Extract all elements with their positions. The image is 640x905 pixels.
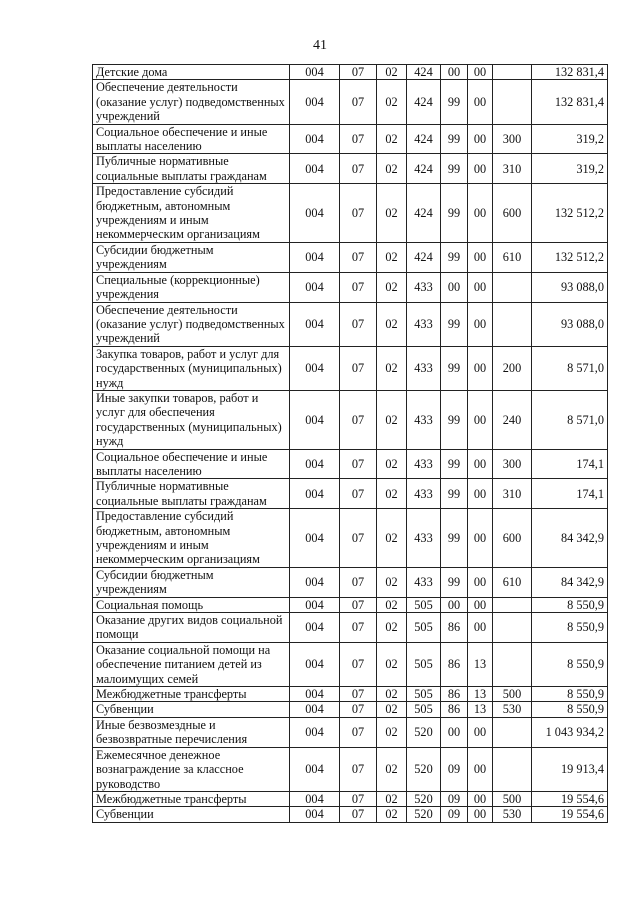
code-direction: 00 [468, 124, 493, 154]
code-subsection: 02 [377, 346, 407, 390]
code-subprogram: 86 [441, 702, 468, 717]
code-ministry: 004 [290, 154, 340, 184]
table-row [93, 702, 608, 717]
code-expense-type [493, 613, 532, 643]
row-amount: 19 913,4 [532, 747, 608, 791]
code-direction: 00 [468, 80, 493, 124]
row-amount: 8 550,9 [532, 702, 608, 717]
table-row [93, 747, 608, 791]
row-amount: 132 831,4 [532, 80, 608, 124]
row-name: Иные безвозмездные и безвозвратные перечисления [93, 717, 290, 747]
code-ministry: 004 [290, 747, 340, 791]
row-amount: 8 550,9 [532, 613, 608, 643]
code-ministry: 004 [290, 791, 340, 806]
code-section: 07 [340, 184, 377, 243]
code-program: 505 [407, 702, 441, 717]
row-name: Обеспечение деятельности (оказание услуг) подведомственных учреждений [93, 80, 290, 124]
code-expense-type: 530 [493, 807, 532, 822]
code-subprogram: 86 [441, 642, 468, 686]
code-subprogram: 00 [441, 272, 468, 302]
row-name: Межбюджетные трансферты [93, 791, 290, 806]
code-direction: 00 [468, 390, 493, 449]
code-ministry: 004 [290, 184, 340, 243]
code-program: 520 [407, 791, 441, 806]
row-amount: 319,2 [532, 124, 608, 154]
code-section: 07 [340, 80, 377, 124]
table-row [93, 184, 608, 243]
code-expense-type: 310 [493, 479, 532, 509]
table-row [93, 449, 608, 479]
code-direction: 00 [468, 449, 493, 479]
code-section: 07 [340, 272, 377, 302]
code-program: 424 [407, 124, 441, 154]
code-subsection: 02 [377, 747, 407, 791]
code-subsection: 02 [377, 509, 407, 568]
code-direction: 00 [468, 272, 493, 302]
code-subprogram: 86 [441, 613, 468, 643]
page-number: 41 [313, 38, 327, 53]
code-direction: 00 [468, 242, 493, 272]
code-direction: 00 [468, 597, 493, 612]
code-ministry: 004 [290, 449, 340, 479]
code-expense-type [493, 80, 532, 124]
code-section: 07 [340, 302, 377, 346]
code-direction: 00 [468, 184, 493, 243]
code-direction: 00 [468, 479, 493, 509]
code-section: 07 [340, 346, 377, 390]
row-name: Закупка товаров, работ и услуг для государственных (муниципальных) нужд [93, 346, 290, 390]
code-subsection: 02 [377, 272, 407, 302]
code-section: 07 [340, 687, 377, 702]
code-expense-type: 530 [493, 702, 532, 717]
code-ministry: 004 [290, 642, 340, 686]
table-row [93, 80, 608, 124]
code-expense-type: 600 [493, 509, 532, 568]
table-row [93, 65, 608, 80]
code-direction: 13 [468, 642, 493, 686]
table-row [93, 807, 608, 822]
row-amount: 84 342,9 [532, 509, 608, 568]
row-amount: 19 554,6 [532, 791, 608, 806]
code-subprogram: 99 [441, 184, 468, 243]
code-expense-type: 500 [493, 791, 532, 806]
row-name: Межбюджетные трансферты [93, 687, 290, 702]
code-ministry: 004 [290, 687, 340, 702]
code-ministry: 004 [290, 65, 340, 80]
code-program: 424 [407, 154, 441, 184]
row-name: Оказание других видов социальной помощи [93, 613, 290, 643]
table-row [93, 242, 608, 272]
code-expense-type: 300 [493, 124, 532, 154]
row-name: Оказание социальной помощи на обеспечение питанием детей из малоимущих семей [93, 642, 290, 686]
code-subprogram: 00 [441, 597, 468, 612]
code-subsection: 02 [377, 65, 407, 80]
code-program: 505 [407, 687, 441, 702]
code-ministry: 004 [290, 717, 340, 747]
row-name: Иные закупки товаров, работ и услуг для обеспечения государственных (муниципальных) нужд [93, 390, 290, 449]
code-subsection: 02 [377, 613, 407, 643]
code-section: 07 [340, 702, 377, 717]
code-expense-type [493, 272, 532, 302]
table-row [93, 597, 608, 612]
code-section: 07 [340, 449, 377, 479]
row-name: Субсидии бюджетным учреждениям [93, 567, 290, 597]
code-subsection: 02 [377, 702, 407, 717]
row-amount: 8 571,0 [532, 346, 608, 390]
code-subprogram: 99 [441, 449, 468, 479]
table-row [93, 509, 608, 568]
code-section: 07 [340, 597, 377, 612]
code-program: 433 [407, 479, 441, 509]
code-expense-type [493, 747, 532, 791]
code-expense-type [493, 597, 532, 612]
code-subsection: 02 [377, 479, 407, 509]
code-program: 520 [407, 747, 441, 791]
row-name: Предоставление субсидий бюджетным, автономным учреждениям и иным некоммерческим организациям [93, 509, 290, 568]
code-ministry: 004 [290, 509, 340, 568]
code-section: 07 [340, 509, 377, 568]
row-name: Публичные нормативные социальные выплаты гражданам [93, 154, 290, 184]
code-expense-type: 200 [493, 346, 532, 390]
code-subsection: 02 [377, 124, 407, 154]
code-direction: 00 [468, 807, 493, 822]
budget-table [92, 64, 608, 823]
code-ministry: 004 [290, 272, 340, 302]
code-section: 07 [340, 242, 377, 272]
code-subsection: 02 [377, 184, 407, 243]
table-row [93, 272, 608, 302]
row-amount: 8 550,9 [532, 597, 608, 612]
code-ministry: 004 [290, 613, 340, 643]
code-program: 424 [407, 184, 441, 243]
code-program: 520 [407, 717, 441, 747]
row-name: Ежемесячное денежное вознаграждение за классное руководство [93, 747, 290, 791]
row-name: Обеспечение деятельности (оказание услуг) подведомственных учреждений [93, 302, 290, 346]
table-row [93, 613, 608, 643]
code-program: 424 [407, 80, 441, 124]
code-subprogram: 99 [441, 154, 468, 184]
code-ministry: 004 [290, 597, 340, 612]
code-subsection: 02 [377, 597, 407, 612]
code-subprogram: 09 [441, 791, 468, 806]
code-expense-type: 500 [493, 687, 532, 702]
code-subprogram: 09 [441, 807, 468, 822]
code-subsection: 02 [377, 687, 407, 702]
code-section: 07 [340, 717, 377, 747]
code-subprogram: 99 [441, 509, 468, 568]
code-subprogram: 00 [441, 717, 468, 747]
code-ministry: 004 [290, 390, 340, 449]
row-amount: 8 550,9 [532, 687, 608, 702]
code-direction: 00 [468, 791, 493, 806]
code-program: 424 [407, 242, 441, 272]
code-direction: 00 [468, 509, 493, 568]
code-direction: 00 [468, 346, 493, 390]
code-ministry: 004 [290, 80, 340, 124]
table-row [93, 302, 608, 346]
row-amount: 174,1 [532, 449, 608, 479]
code-expense-type [493, 65, 532, 80]
code-program: 424 [407, 65, 441, 80]
code-ministry: 004 [290, 242, 340, 272]
code-expense-type: 300 [493, 449, 532, 479]
code-section: 07 [340, 567, 377, 597]
row-name: Субсидии бюджетным учреждениям [93, 242, 290, 272]
row-amount: 84 342,9 [532, 567, 608, 597]
code-program: 433 [407, 509, 441, 568]
code-program: 433 [407, 449, 441, 479]
code-subprogram: 99 [441, 80, 468, 124]
code-program: 505 [407, 613, 441, 643]
code-program: 433 [407, 346, 441, 390]
code-direction: 00 [468, 567, 493, 597]
code-subsection: 02 [377, 567, 407, 597]
row-name: Субвенции [93, 702, 290, 717]
code-program: 505 [407, 597, 441, 612]
code-ministry: 004 [290, 567, 340, 597]
code-expense-type: 610 [493, 242, 532, 272]
code-ministry: 004 [290, 479, 340, 509]
code-section: 07 [340, 642, 377, 686]
code-section: 07 [340, 747, 377, 791]
code-subsection: 02 [377, 390, 407, 449]
table-row [93, 124, 608, 154]
table-row [93, 390, 608, 449]
row-name: Детские дома [93, 65, 290, 80]
code-expense-type [493, 717, 532, 747]
code-section: 07 [340, 791, 377, 806]
code-ministry: 004 [290, 346, 340, 390]
code-program: 505 [407, 642, 441, 686]
row-amount: 132 831,4 [532, 65, 608, 80]
code-ministry: 004 [290, 807, 340, 822]
row-amount: 93 088,0 [532, 272, 608, 302]
code-expense-type: 240 [493, 390, 532, 449]
code-subprogram: 99 [441, 567, 468, 597]
code-section: 07 [340, 390, 377, 449]
table-row [93, 642, 608, 686]
row-amount: 8 550,9 [532, 642, 608, 686]
table-row [93, 791, 608, 806]
row-amount: 19 554,6 [532, 807, 608, 822]
code-subsection: 02 [377, 449, 407, 479]
code-subprogram: 00 [441, 65, 468, 80]
code-section: 07 [340, 65, 377, 80]
code-ministry: 004 [290, 124, 340, 154]
code-subprogram: 99 [441, 390, 468, 449]
code-expense-type: 310 [493, 154, 532, 184]
code-section: 07 [340, 154, 377, 184]
code-expense-type: 610 [493, 567, 532, 597]
code-section: 07 [340, 479, 377, 509]
code-direction: 00 [468, 717, 493, 747]
code-section: 07 [340, 124, 377, 154]
row-amount: 93 088,0 [532, 302, 608, 346]
code-subprogram: 09 [441, 747, 468, 791]
code-program: 433 [407, 567, 441, 597]
code-direction: 00 [468, 747, 493, 791]
row-amount: 174,1 [532, 479, 608, 509]
code-subsection: 02 [377, 807, 407, 822]
code-subsection: 02 [377, 791, 407, 806]
table-row [93, 567, 608, 597]
row-amount: 319,2 [532, 154, 608, 184]
code-section: 07 [340, 613, 377, 643]
table-row [93, 479, 608, 509]
code-direction: 00 [468, 613, 493, 643]
code-ministry: 004 [290, 702, 340, 717]
row-name: Специальные (коррекционные) учреждения [93, 272, 290, 302]
code-direction: 13 [468, 702, 493, 717]
code-direction: 00 [468, 65, 493, 80]
row-name: Предоставление субсидий бюджетным, автономным учреждениям и иным некоммерческим организациям [93, 184, 290, 243]
code-expense-type [493, 302, 532, 346]
code-program: 433 [407, 302, 441, 346]
row-amount: 132 512,2 [532, 242, 608, 272]
code-subsection: 02 [377, 154, 407, 184]
row-amount: 8 571,0 [532, 390, 608, 449]
code-subprogram: 86 [441, 687, 468, 702]
code-section: 07 [340, 807, 377, 822]
code-subprogram: 99 [441, 302, 468, 346]
table-row [93, 154, 608, 184]
row-name: Социальное обеспечение и иные выплаты населению [93, 449, 290, 479]
code-expense-type [493, 642, 532, 686]
table-row [93, 687, 608, 702]
code-ministry: 004 [290, 302, 340, 346]
code-program: 433 [407, 272, 441, 302]
table-row [93, 717, 608, 747]
code-subprogram: 99 [441, 124, 468, 154]
code-subprogram: 99 [441, 346, 468, 390]
code-subsection: 02 [377, 302, 407, 346]
code-subprogram: 99 [441, 242, 468, 272]
code-direction: 00 [468, 154, 493, 184]
code-subsection: 02 [377, 642, 407, 686]
row-name: Субвенции [93, 807, 290, 822]
code-expense-type: 600 [493, 184, 532, 243]
row-name: Социальное обеспечение и иные выплаты населению [93, 124, 290, 154]
code-subsection: 02 [377, 717, 407, 747]
row-amount: 132 512,2 [532, 184, 608, 243]
row-name: Социальная помощь [93, 597, 290, 612]
code-program: 520 [407, 807, 441, 822]
code-subsection: 02 [377, 80, 407, 124]
table-row [93, 346, 608, 390]
code-direction: 13 [468, 687, 493, 702]
row-amount: 1 043 934,2 [532, 717, 608, 747]
row-name: Публичные нормативные социальные выплаты гражданам [93, 479, 290, 509]
code-subprogram: 99 [441, 479, 468, 509]
code-subsection: 02 [377, 242, 407, 272]
table-body [93, 65, 608, 823]
code-direction: 00 [468, 302, 493, 346]
code-program: 433 [407, 390, 441, 449]
